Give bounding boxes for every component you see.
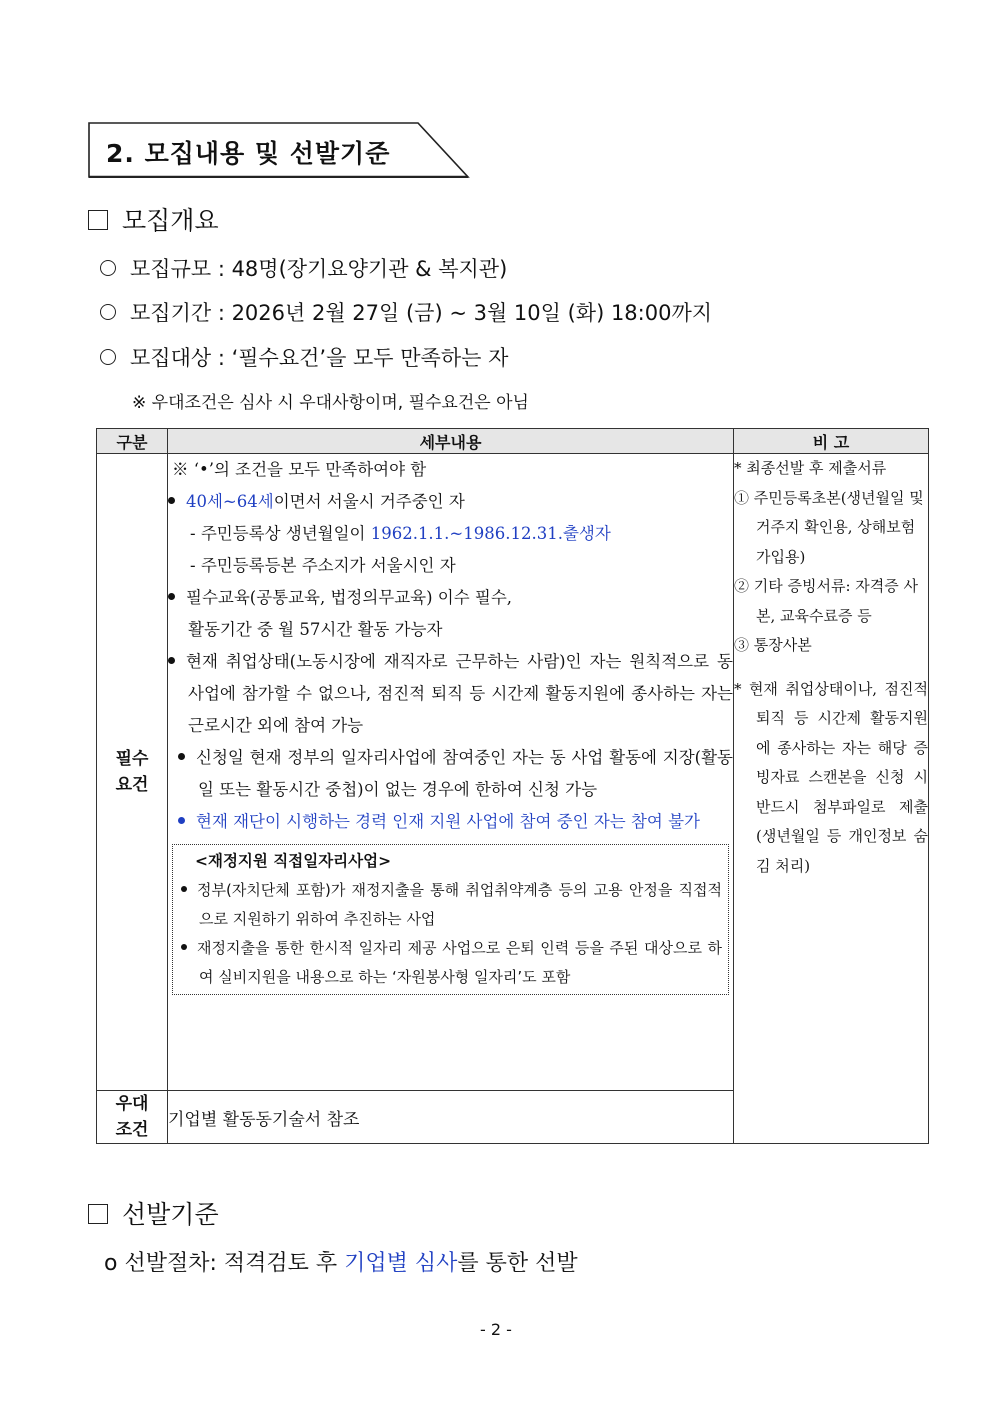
checkbox-square-icon [88, 1204, 108, 1224]
age-range: 40세~64세 [186, 492, 274, 511]
bullet-icon [178, 753, 185, 760]
remarks-item: ① 주민등록초본(생년월일 및 거주지 확인용, 상해보험 가입용) [734, 488, 924, 566]
required-birth [168, 518, 733, 550]
required-address: - 주민등록등본 주소지가 서울시인 자 [190, 556, 456, 575]
selection-heading-text: 선발기준 [122, 1200, 219, 1229]
remarks-item: ③ 통장사본 [734, 636, 812, 654]
overview-item-scale [100, 253, 507, 283]
required-foundation [168, 806, 733, 838]
box-item-text: 재정지출을 통한 한시적 일자리 제공 사업으로 은퇴 인력 등을 주된 대상으로 하여 실비지원을 내용으로 하는 ‘자원봉사형 일자리’도 포함 [197, 939, 722, 986]
preferred-label-line1: 우대 [115, 1094, 149, 1114]
header-remarks: 비 고 [734, 429, 929, 454]
bullet-icon [178, 817, 185, 824]
required-label-line2: 요건 [115, 775, 149, 795]
preferred-label-line2: 조건 [115, 1120, 149, 1140]
required-label [97, 454, 168, 1091]
direct-job-box [172, 844, 729, 995]
header-category: 구분 [97, 429, 168, 454]
bullet-icon [181, 944, 187, 950]
required-gov-job [168, 742, 733, 806]
required-education-line2: 활동기간 중 월 57시간 활동 가능자 [188, 620, 443, 639]
bullet-icon [168, 497, 175, 504]
remarks-title: * 최종선발 후 제출서류 [734, 459, 887, 477]
remarks-cell [734, 454, 929, 1144]
requirements-table [96, 428, 929, 1144]
circle-bullet-icon [100, 260, 116, 276]
foundation-text: 현재 재단이 시행하는 경력 인재 지원 사업에 참여 중인 자는 참여 불가 [196, 812, 700, 831]
required-age [168, 486, 733, 518]
required-education [168, 582, 733, 614]
table-row-required [97, 454, 929, 1091]
table-header-row [97, 429, 929, 454]
education-line1: 필수교육(공통교육, 법정의무교육) 이수 필수, [186, 588, 513, 607]
section-title: 2. 모집내용 및 선발기준 [106, 139, 391, 168]
required-details [168, 454, 734, 1091]
bullet-icon [181, 886, 187, 892]
circle-bullet-icon [100, 349, 116, 365]
preferred-label [97, 1091, 168, 1144]
selection-heading [88, 1195, 219, 1231]
remarks-item: ② 기타 증빙서류: 자격증 사본, 교육수료증 등 [734, 577, 919, 625]
selection-item [104, 1246, 578, 1277]
overview-item-text: 모집기간 : 2026년 2월 27일 (금) ~ 3월 10일 (화) 18:00까지 [130, 301, 713, 325]
selection-highlight: 기업별 심사 [344, 1251, 458, 1276]
checkbox-square-icon [88, 210, 108, 230]
overview-note: ※ 우대조건은 심사 시 우대사항이며, 필수요건은 아님 [132, 393, 529, 413]
required-intro: ※ ‘•’의 조건을 모두 만족하여야 함 [172, 460, 427, 479]
required-employment [168, 646, 733, 742]
overview-heading [88, 201, 219, 237]
selection-prefix: o 선발절차: 적격검토 후 [104, 1251, 345, 1276]
required-label-line1: 필수 [115, 749, 149, 769]
bullet-icon [168, 593, 175, 600]
section-title-banner [88, 122, 470, 178]
box-title: <재정지원 직접일자리사업> [195, 852, 392, 870]
remarks-note: * 현재 취업상태이나, 점진적 퇴직 등 시간제 활동지원에 종사하는 자는 해당 증빙자료 스캔본을 신청 시 반드시 첨부파일로 제출(생년월일 등 개인정보 숨김 처리) [734, 679, 928, 875]
box-item [181, 876, 722, 934]
bullet-icon [168, 657, 175, 664]
preferred-content: 기업별 활동동기술서 참조 [168, 1091, 734, 1144]
overview-item-period [100, 297, 712, 327]
employment-text: 현재 취업상태(노동시장에 재직자로 근무하는 사람)인 자는 원칙적으로 동 사업에 참가할 수 없으나, 점진적 퇴직 등 시간제 활동지원에 종사하는 자는 근로시간 외에 참여 가능 [186, 652, 733, 735]
birth-range: 1962.1.1.~1986.12.31.출생자 [370, 524, 611, 543]
gov-job-text: 신청일 현재 정부의 일자리사업에 참여중인 자는 동 사업 활동에 지장(활동일 또는 활동시간 중첩)이 없는 경우에 한하여 신청 가능 [196, 748, 733, 799]
overview-item-text: 모집대상 : ‘필수요건’을 모두 만족하는 자 [130, 346, 509, 370]
overview-heading-text: 모집개요 [122, 206, 219, 235]
circle-bullet-icon [100, 304, 116, 320]
birth-prefix: - 주민등록상 생년월일이 [190, 524, 371, 543]
box-item-text: 정부(자치단체 포함)가 재정지출을 통해 취업취약계층 등의 고용 안정을 직접적으로 지원하기 위하여 추진하는 사업 [197, 881, 722, 928]
header-details: 세부내용 [168, 429, 734, 454]
selection-suffix: 를 통한 선발 [457, 1251, 578, 1276]
age-rest: 이면서 서울시 거주중인 자 [273, 492, 465, 511]
box-item [181, 934, 722, 992]
overview-item-text: 모집규모 : 48명(장기요양기관 & 복지관) [130, 257, 508, 281]
overview-item-target [100, 342, 508, 372]
page-number: - 2 - [480, 1320, 512, 1339]
